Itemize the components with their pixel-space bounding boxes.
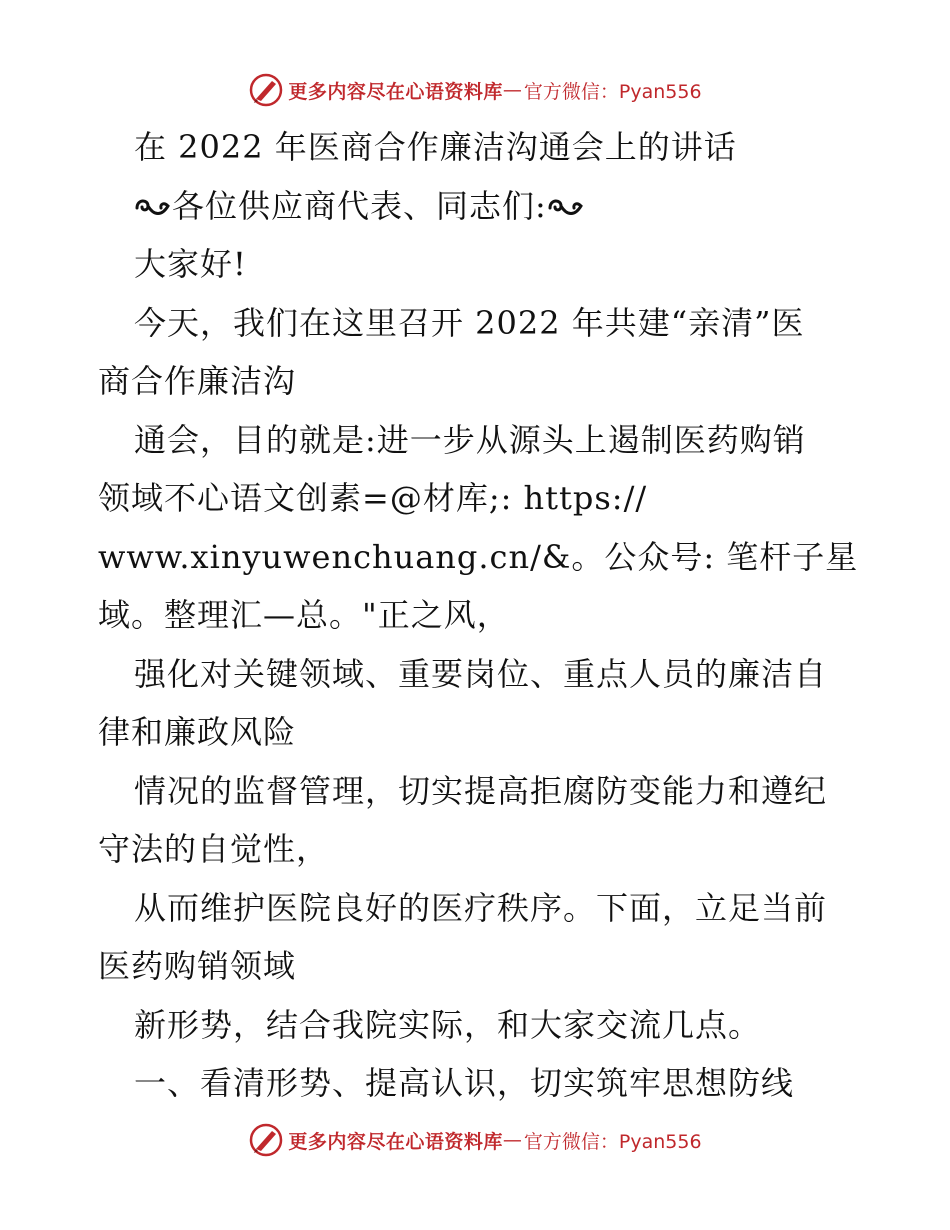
body-line: 从而维护医院良好的医疗秩序。下面，立足当前 xyxy=(134,888,828,927)
document-body xyxy=(98,118,858,1113)
body-line: 律和廉政风险 xyxy=(98,713,297,751)
body-line: 医药购销领域 xyxy=(98,947,297,985)
header-watermark-banner xyxy=(0,70,950,110)
footer-watermark-banner xyxy=(0,1120,950,1160)
body-line: www.xinyuwenchuang.cn/&。公众号: 笔杆子星 xyxy=(98,537,859,576)
body-line: 守法的自觉性， xyxy=(98,830,330,868)
body-line: 情况的监督管理，切实提高拒腐防变能力和遵纪 xyxy=(134,771,828,810)
section-heading: 一、看清形势、提高认识，切实筑牢思想防线 xyxy=(134,1064,795,1102)
body-line: 领域不心语文创素=@材库;: https:// xyxy=(98,479,648,517)
document-title: 在 2022 年医商合作廉洁沟通会上的讲话 xyxy=(134,128,737,166)
salutation-text: 各位供应商代表、同志们: xyxy=(172,186,547,225)
body-line: 强化对关键领域、重要岗位、重点人员的廉洁自 xyxy=(134,654,828,693)
banner-dash: — xyxy=(502,1129,522,1151)
body-line: 今天，我们在这里召开 2022 年共建“亲清”医 xyxy=(134,303,805,342)
banner-text: 更多内容尽在心语资料库 xyxy=(288,1130,503,1153)
pen-logo-icon xyxy=(248,1122,284,1158)
banner-wechat: 官方微信：Pyan556 xyxy=(523,80,702,103)
greeting-line: 大家好! xyxy=(134,245,247,283)
scroll-ornament-icon xyxy=(547,194,585,220)
body-line: 通会，目的就是:进一步从源头上遏制医药购销 xyxy=(134,420,806,459)
banner-text: 更多内容尽在心语资料库 xyxy=(288,80,503,103)
banner-dash: — xyxy=(502,79,522,101)
banner-wechat: 官方微信：Pyan556 xyxy=(523,1130,702,1153)
scroll-ornament-icon xyxy=(134,194,172,220)
body-line: 新形势，结合我院实际，和大家交流几点。 xyxy=(134,1005,762,1044)
body-line: 域。整理汇—总。"正之风， xyxy=(98,596,510,634)
pen-logo-icon xyxy=(248,72,284,108)
body-line: 商合作廉洁沟 xyxy=(98,362,297,400)
salutation-line xyxy=(98,177,858,236)
